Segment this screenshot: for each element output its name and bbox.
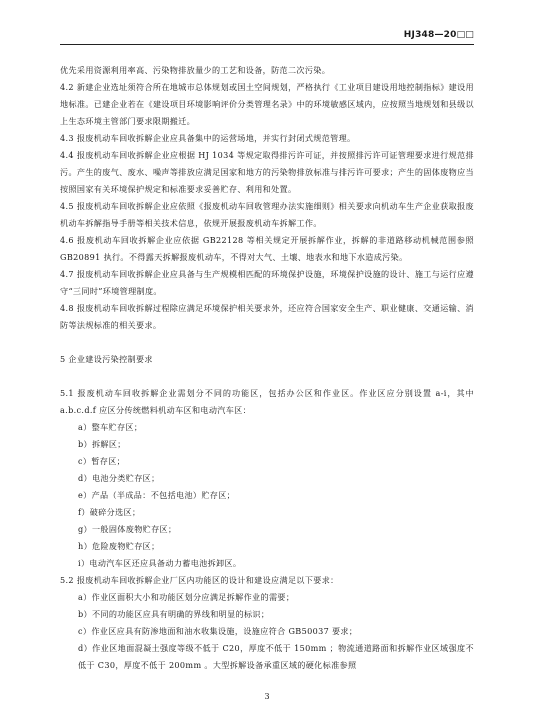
- clause-4-7: 4.7 报废机动车回收拆解企业应具备与生产规模相匹配的环境保护设施，环境保护设施的设计、施工与运行应遵守“三同时”环境管理制度。: [60, 269, 474, 296]
- clause-4-4: 4.4 报废机动车回收拆解企业应根据 HJ 1034 等规定取得排污许可证，并按照排污许可证管理要求进行规范排污。产生的废气、废水、噪声等排放应满足国家和地方的污染物排放标准与排污许可要求；产生的固体废物应当按照国家有关环境保护规定和标准要求妥善贮存、利用和处置。: [60, 150, 474, 194]
- list-item-i: i）电动汽车区还应具备动力蓄电池拆卸区。: [78, 558, 242, 568]
- list-item-e: e）产品（半成品：不包括电池）贮存区；: [78, 490, 236, 500]
- document-body: [60, 62, 474, 674]
- requirement-a: a）作业区面积大小和功能区划分应满足拆解作业的需要；: [78, 592, 295, 602]
- list-item-g: g）一般固体废物贮存区；: [78, 524, 177, 534]
- clause-5-1: 5.1 报废机动车回收拆解企业需划分不同的功能区，包括办公区和作业区。作业区应分别设置 a-i，其中 a.b.c.d.f 应区分传统燃料机动车区和电动汽车区：: [60, 388, 474, 415]
- section-heading-5: 5 企业建设污染控制要求: [60, 354, 153, 364]
- requirement-d: d）作业区地面混凝土强度等级不低于 C20，厚度不低于 150mm ；物流通道路面和拆解作业区域强度不低于 C30，厚度不低于 200mm 。大型拆解设备承重区域的硬化标准参照: [78, 643, 474, 670]
- page-number: 3: [264, 692, 270, 701]
- document-number: HJ348—20□□: [403, 30, 474, 40]
- clause-5-2: 5.2 报废机动车回收拆解企业厂区内功能区的设计和建设应满足以下要求：: [60, 575, 339, 585]
- requirement-c: c）作业区应具有防渗地面和油水收集设施，设施应符合 GB50037 要求；: [78, 626, 358, 636]
- clause-4-3: 4.3 报废机动车回收拆解企业应具备集中的运营场地，并实行封闭式规范管理。: [60, 133, 356, 143]
- paragraph-continuation: 优先采用资源利用率高、污染物排放量少的工艺和设备，防范二次污染。: [60, 65, 331, 75]
- clause-4-6: 4.6 报废机动车回收拆解企业应依据 GB22128 等相关规定开展拆解作业，拆解的非道路移动机械范围参照 GB20891 执行。不得露天拆解报废机动车，不得对大气、土壤、地表水和地下水造成污染。: [60, 235, 474, 262]
- list-item-f: f）破碎分选区；: [78, 507, 141, 517]
- list-item-c: c）暂存区；: [78, 456, 126, 466]
- requirement-b: b）不同的功能区应具有明确的界线和明显的标识；: [78, 609, 270, 619]
- list-item-a: a）整车贮存区；: [78, 422, 143, 432]
- clause-4-5: 4.5 报废机动车回收拆解企业应依照《报废机动车回收管理办法实施细则》相关要求向机动车生产企业获取报废机动车拆解指导手册等相关技术信息，依规开展报废机动车拆解工作。: [60, 201, 474, 228]
- clause-4-2: 4.2 新建企业选址须符合所在地城市总体规划或国土空间规划，严格执行《工业项目建设用地控制指标》建设用地标准。已建企业若在《建设项目环境影响评价分类管理名录》中的环境敏感区域内，应按照当地规划和县级以上生态环境主管部门要求限期搬迁。: [60, 82, 474, 126]
- list-item-d: d）电池分类贮存区；: [78, 473, 160, 483]
- list-item-h: h）危险废物贮存区；: [78, 541, 160, 551]
- clause-4-8: 4.8 报废机动车回收拆解过程除应满足环境保护相关要求外，还应符合国家安全生产、职业健康、交通运输、消防等法规标准的相关要求。: [60, 303, 474, 330]
- list-item-b: b）拆解区；: [78, 439, 126, 449]
- header-rule: [60, 44, 474, 45]
